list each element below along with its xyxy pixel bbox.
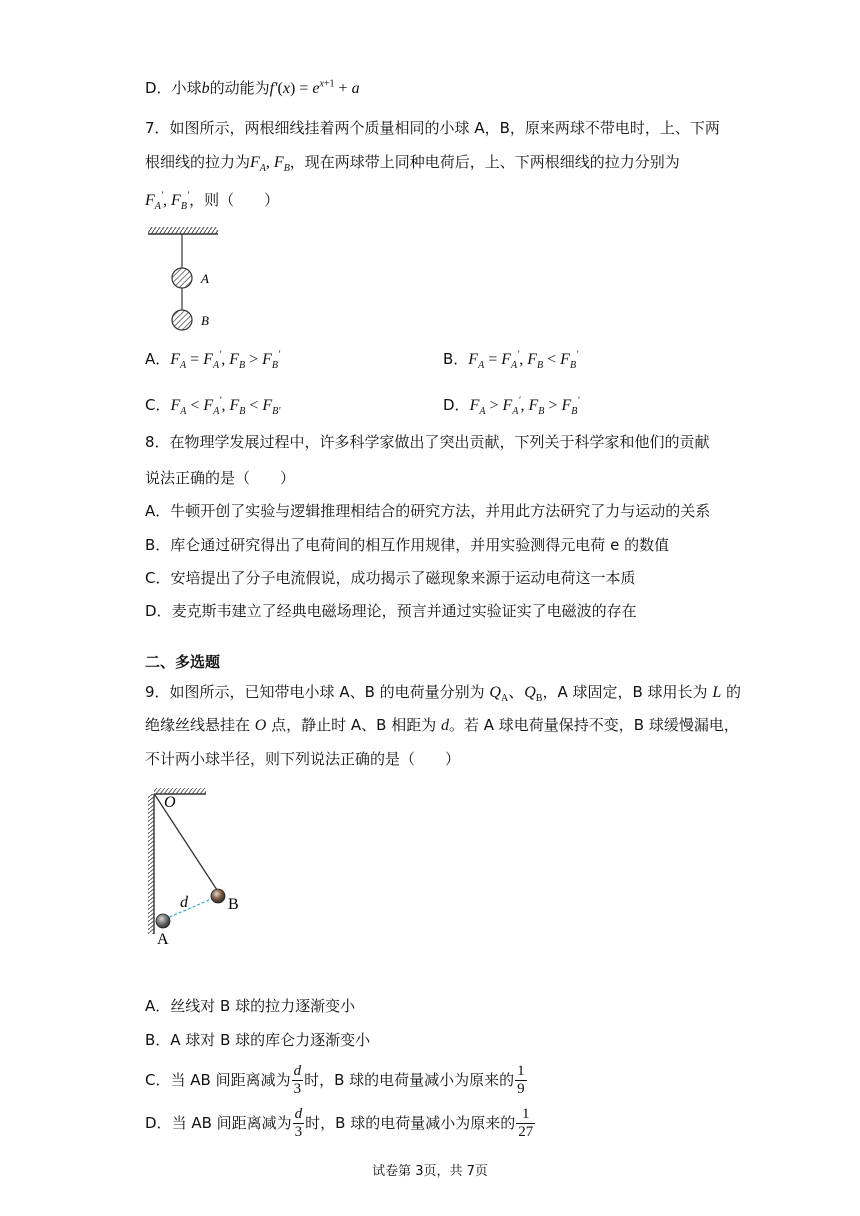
question-text: 说法正确的是（ ） <box>145 469 296 487</box>
option-label: B． <box>145 1031 171 1049</box>
question-text: ，现在两球带上同种电荷后，上、下两根细线的拉力分别为 <box>289 153 680 171</box>
option-text: 库仑通过研究得出了电荷间的相互作用规律，并用实验测得元电荷 e 的数值 <box>170 536 670 554</box>
q7-option-c <box>145 395 280 416</box>
option-text: A 球对 B 球的库仑力逐渐变小 <box>170 1031 371 1049</box>
question-text: 根细线的拉力为 <box>145 153 251 171</box>
formula: $F_A = F_A'$, $F_B < F_B'$ <box>468 349 579 372</box>
option-label: D． <box>145 1114 172 1132</box>
option-text: 牛顿开创了实验与逻辑推理相结合的研究方法，并用此方法研究了力与运动的关系 <box>170 502 711 520</box>
q8-option-b <box>145 535 669 555</box>
page-footer: 试卷第 3页，共 7页 <box>372 1164 488 1179</box>
var-b: b <box>201 80 210 97</box>
question-text: ，则（ ） <box>189 191 280 209</box>
fraction-1-over-27: $\frac{1}{27}$ <box>518 1106 534 1140</box>
option-label: C． <box>145 396 171 414</box>
option-label: A． <box>145 997 171 1015</box>
wall-hatch <box>148 794 154 934</box>
ball-b <box>211 889 225 903</box>
var-l: L <box>712 684 722 701</box>
option-text: 安培提出了分子电流假说，成功揭示了磁现象来源于运动电荷这一本质 <box>170 569 636 587</box>
label-a: A <box>157 931 169 948</box>
option-label: A． <box>145 502 171 520</box>
option-label: C． <box>145 1071 171 1089</box>
option-label: C． <box>145 569 171 587</box>
q7-option-a <box>145 349 280 370</box>
q8-option-a <box>145 501 710 521</box>
question-text: 点，静止时 A、B 相距为 <box>266 716 441 734</box>
option-label: A． <box>145 350 171 368</box>
option-text: 当 AB 间距离减为 <box>170 1071 291 1089</box>
question-number: 8． <box>145 433 170 451</box>
q9-option-c <box>145 1063 528 1098</box>
ball-a <box>172 268 192 288</box>
fraction-1-over-9: $\frac{1}{9}$ <box>517 1063 525 1097</box>
option-text: 当 AB 间距离减为 <box>171 1114 292 1132</box>
section-title: 二、多选题 <box>145 653 221 671</box>
label-d: d <box>180 894 188 911</box>
option-text: 的动能为 <box>209 79 270 97</box>
formula: $F_A > F_A'$, $F_B > F_B'$ <box>469 395 580 418</box>
ball-b <box>172 310 192 330</box>
question-text: 如图所示，两根细线挂着两个质量相同的小球 A，B，原来两球不带电时，上、下两 <box>169 119 720 137</box>
q8-line1 <box>145 432 710 452</box>
q9-option-d <box>145 1106 536 1141</box>
question-text: 在物理学发展过程中，许多科学家做出了突出贡献，下列关于科学家和他们的贡献 <box>169 433 710 451</box>
label-b: B <box>201 313 209 328</box>
option-label: D． <box>145 79 172 97</box>
formula: $F_A < F_A'$, $F_B < F_{B'}$ <box>170 395 281 418</box>
option-label: B． <box>145 536 171 554</box>
question-number: 9． <box>145 683 170 701</box>
ceiling-hatch <box>154 788 206 794</box>
q7-option-b <box>443 349 578 370</box>
fraction-d-over-3: $\frac{d}{3}$ <box>294 1106 303 1140</box>
q9-option-a <box>145 996 355 1016</box>
q7-option-d <box>443 395 579 416</box>
option-label: B． <box>443 350 469 368</box>
option-label: D． <box>443 396 470 414</box>
formula-fprime: $f'(x) = e^{x+1} + a$ <box>269 78 360 97</box>
question-text: 不计两小球半径，则下列说法正确的是（ ） <box>145 750 461 768</box>
q9-figure <box>140 784 260 949</box>
q8-line2 <box>145 468 295 488</box>
question-text: 的 <box>721 683 741 701</box>
option-label: D． <box>145 602 172 620</box>
formula-fa-fb: $F_A$, $F_B$ <box>250 154 290 175</box>
q7-line2 <box>145 152 680 173</box>
prev-option-d <box>145 78 360 99</box>
q8-option-d <box>145 601 637 621</box>
option-text: 时，B 球的电荷量减小为原来的 <box>304 1071 515 1089</box>
question-text: ，A 球固定，B 球用长为 <box>542 683 713 701</box>
option-text: 小球 <box>171 79 202 97</box>
q9-line1 <box>145 682 741 703</box>
q7-line3 <box>145 190 279 211</box>
q8-option-c <box>145 568 636 588</box>
question-number: 7． <box>145 119 170 137</box>
formula-qa-qb: $Q_A$、$Q_B$ <box>489 684 543 705</box>
q7-figure <box>146 224 226 339</box>
formula: $F_A = F_A'$, $F_B > F_B'$ <box>170 349 281 372</box>
option-text: 麦克斯韦建立了经典电磁场理论，预言并通过实验证实了电磁波的存在 <box>171 602 637 620</box>
question-text: 绝缘丝线悬挂在 <box>145 716 255 734</box>
ball-a <box>156 914 170 928</box>
option-text: 时，B 球的电荷量减小为原来的 <box>305 1114 516 1132</box>
question-text: 如图所示，已知带电小球 A、B 的电荷量分别为 <box>169 683 490 701</box>
ceiling-hatch <box>148 227 218 234</box>
fraction-d-over-3: $\frac{d}{3}$ <box>293 1063 302 1097</box>
distance-line <box>165 897 216 919</box>
var-d: d <box>440 717 449 734</box>
formula-fa-fb-prime: $F_A'$, $F_B'$ <box>145 190 190 213</box>
q7-line1 <box>145 118 720 138</box>
label-o: O <box>164 794 176 811</box>
var-o: O <box>254 717 267 734</box>
label-b: B <box>228 896 239 913</box>
thread <box>155 795 217 890</box>
q9-line2 <box>145 715 739 736</box>
q9-option-b <box>145 1030 370 1050</box>
question-text: 。若 A 球电荷量保持不变，B 球缓慢漏电， <box>448 716 739 734</box>
label-a: A <box>201 271 209 286</box>
q9-line3 <box>145 749 460 769</box>
option-text: 丝线对 B 球的拉力逐渐变小 <box>170 997 356 1015</box>
